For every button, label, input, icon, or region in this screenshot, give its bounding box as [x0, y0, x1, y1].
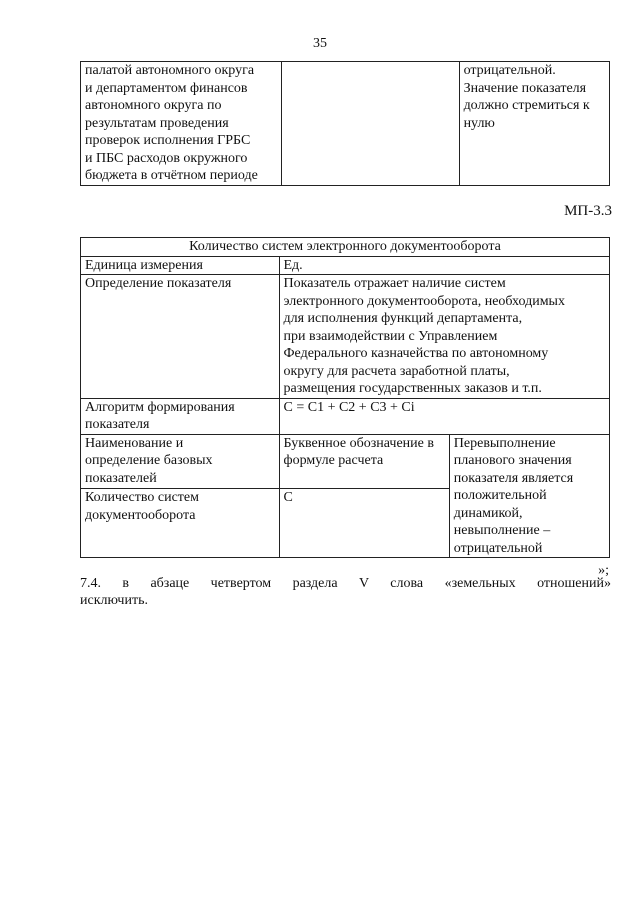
letter-designation-header: [279, 434, 449, 489]
text-line: для исполнения функций департамента,: [283, 311, 523, 326]
system-count-symbol: С: [279, 489, 449, 558]
text-line: планового значения: [453, 453, 572, 468]
text-line: Количество систем: [85, 490, 199, 505]
closing-quote: »;: [598, 563, 609, 578]
text-line: размещения государственных заказов и т.п.: [283, 381, 542, 396]
text-line: Показатель отражает наличие систем: [283, 276, 506, 291]
indicator-code: МП-3.3: [564, 203, 612, 219]
text-line: палатой автономного округа: [85, 63, 255, 78]
algorithm-formula: С = С1 + С2 + С3 + Сi: [279, 398, 610, 434]
text-line: формуле расчета: [283, 453, 384, 468]
definition-text: [279, 275, 610, 399]
continuation-table: [80, 61, 610, 186]
text-line: округу для расчета заработной платы,: [283, 363, 510, 379]
text-line: динамикой,: [453, 505, 523, 521]
text-line: при взаимодействии с Управлением: [283, 328, 498, 344]
text-line: электронного документооборота, необходимых: [283, 293, 565, 309]
text-line: показателей: [85, 470, 157, 486]
continuation-col2: [281, 62, 459, 186]
text-line: Федерального казначейства по автономному: [283, 346, 549, 361]
amendment-paragraph-end: исключить.: [80, 593, 148, 608]
text-line: Наименование и: [85, 435, 184, 451]
definition-label: Определение показателя: [81, 275, 280, 399]
text-line: и ПБС расходов окружного: [85, 150, 248, 166]
indicator-title: Количество систем электронного документооборота: [81, 238, 610, 257]
text-line: невыполнение –: [453, 523, 551, 538]
text-line: бюджета в отчётном периоде: [85, 168, 258, 183]
continuation-col1: [81, 62, 282, 186]
continuation-col3: [459, 62, 609, 186]
text-line: отрицательной.: [463, 63, 556, 78]
base-indicators-label: [81, 434, 280, 489]
text-line: результатам проведения: [85, 115, 229, 131]
page-number: 35: [313, 36, 327, 51]
text-line: показателя: [85, 417, 150, 432]
indicator-table: [80, 237, 610, 558]
text-line: должно стремиться к: [463, 98, 590, 113]
text-line: проверок исполнения ГРБС: [85, 133, 251, 148]
text-line: положительной: [453, 488, 547, 503]
text-line: определение базовых: [85, 453, 213, 468]
text-line: Алгоритм формирования: [85, 399, 235, 415]
dynamics-comment: [449, 434, 609, 558]
text-line: Значение показателя: [463, 80, 587, 96]
text-line: показателя является: [453, 470, 574, 486]
text-line: Буквенное обозначение в: [283, 435, 434, 451]
text-line: нулю: [463, 115, 495, 131]
text-line: документооборота: [85, 507, 196, 523]
text-line: и департаментом финансов: [85, 80, 248, 96]
unit-label: Единица измерения: [81, 256, 280, 275]
text-line: автономного округа по: [85, 98, 222, 113]
unit-value: Ед.: [279, 256, 610, 275]
algorithm-label: [81, 398, 280, 434]
amendment-paragraph: 7.4. в абзаце четвертом раздела V слова «земельных отношений»: [80, 576, 611, 591]
text-line: Перевыполнение: [453, 435, 556, 451]
text-line: отрицательной: [453, 540, 543, 556]
system-count-label: [81, 489, 280, 558]
